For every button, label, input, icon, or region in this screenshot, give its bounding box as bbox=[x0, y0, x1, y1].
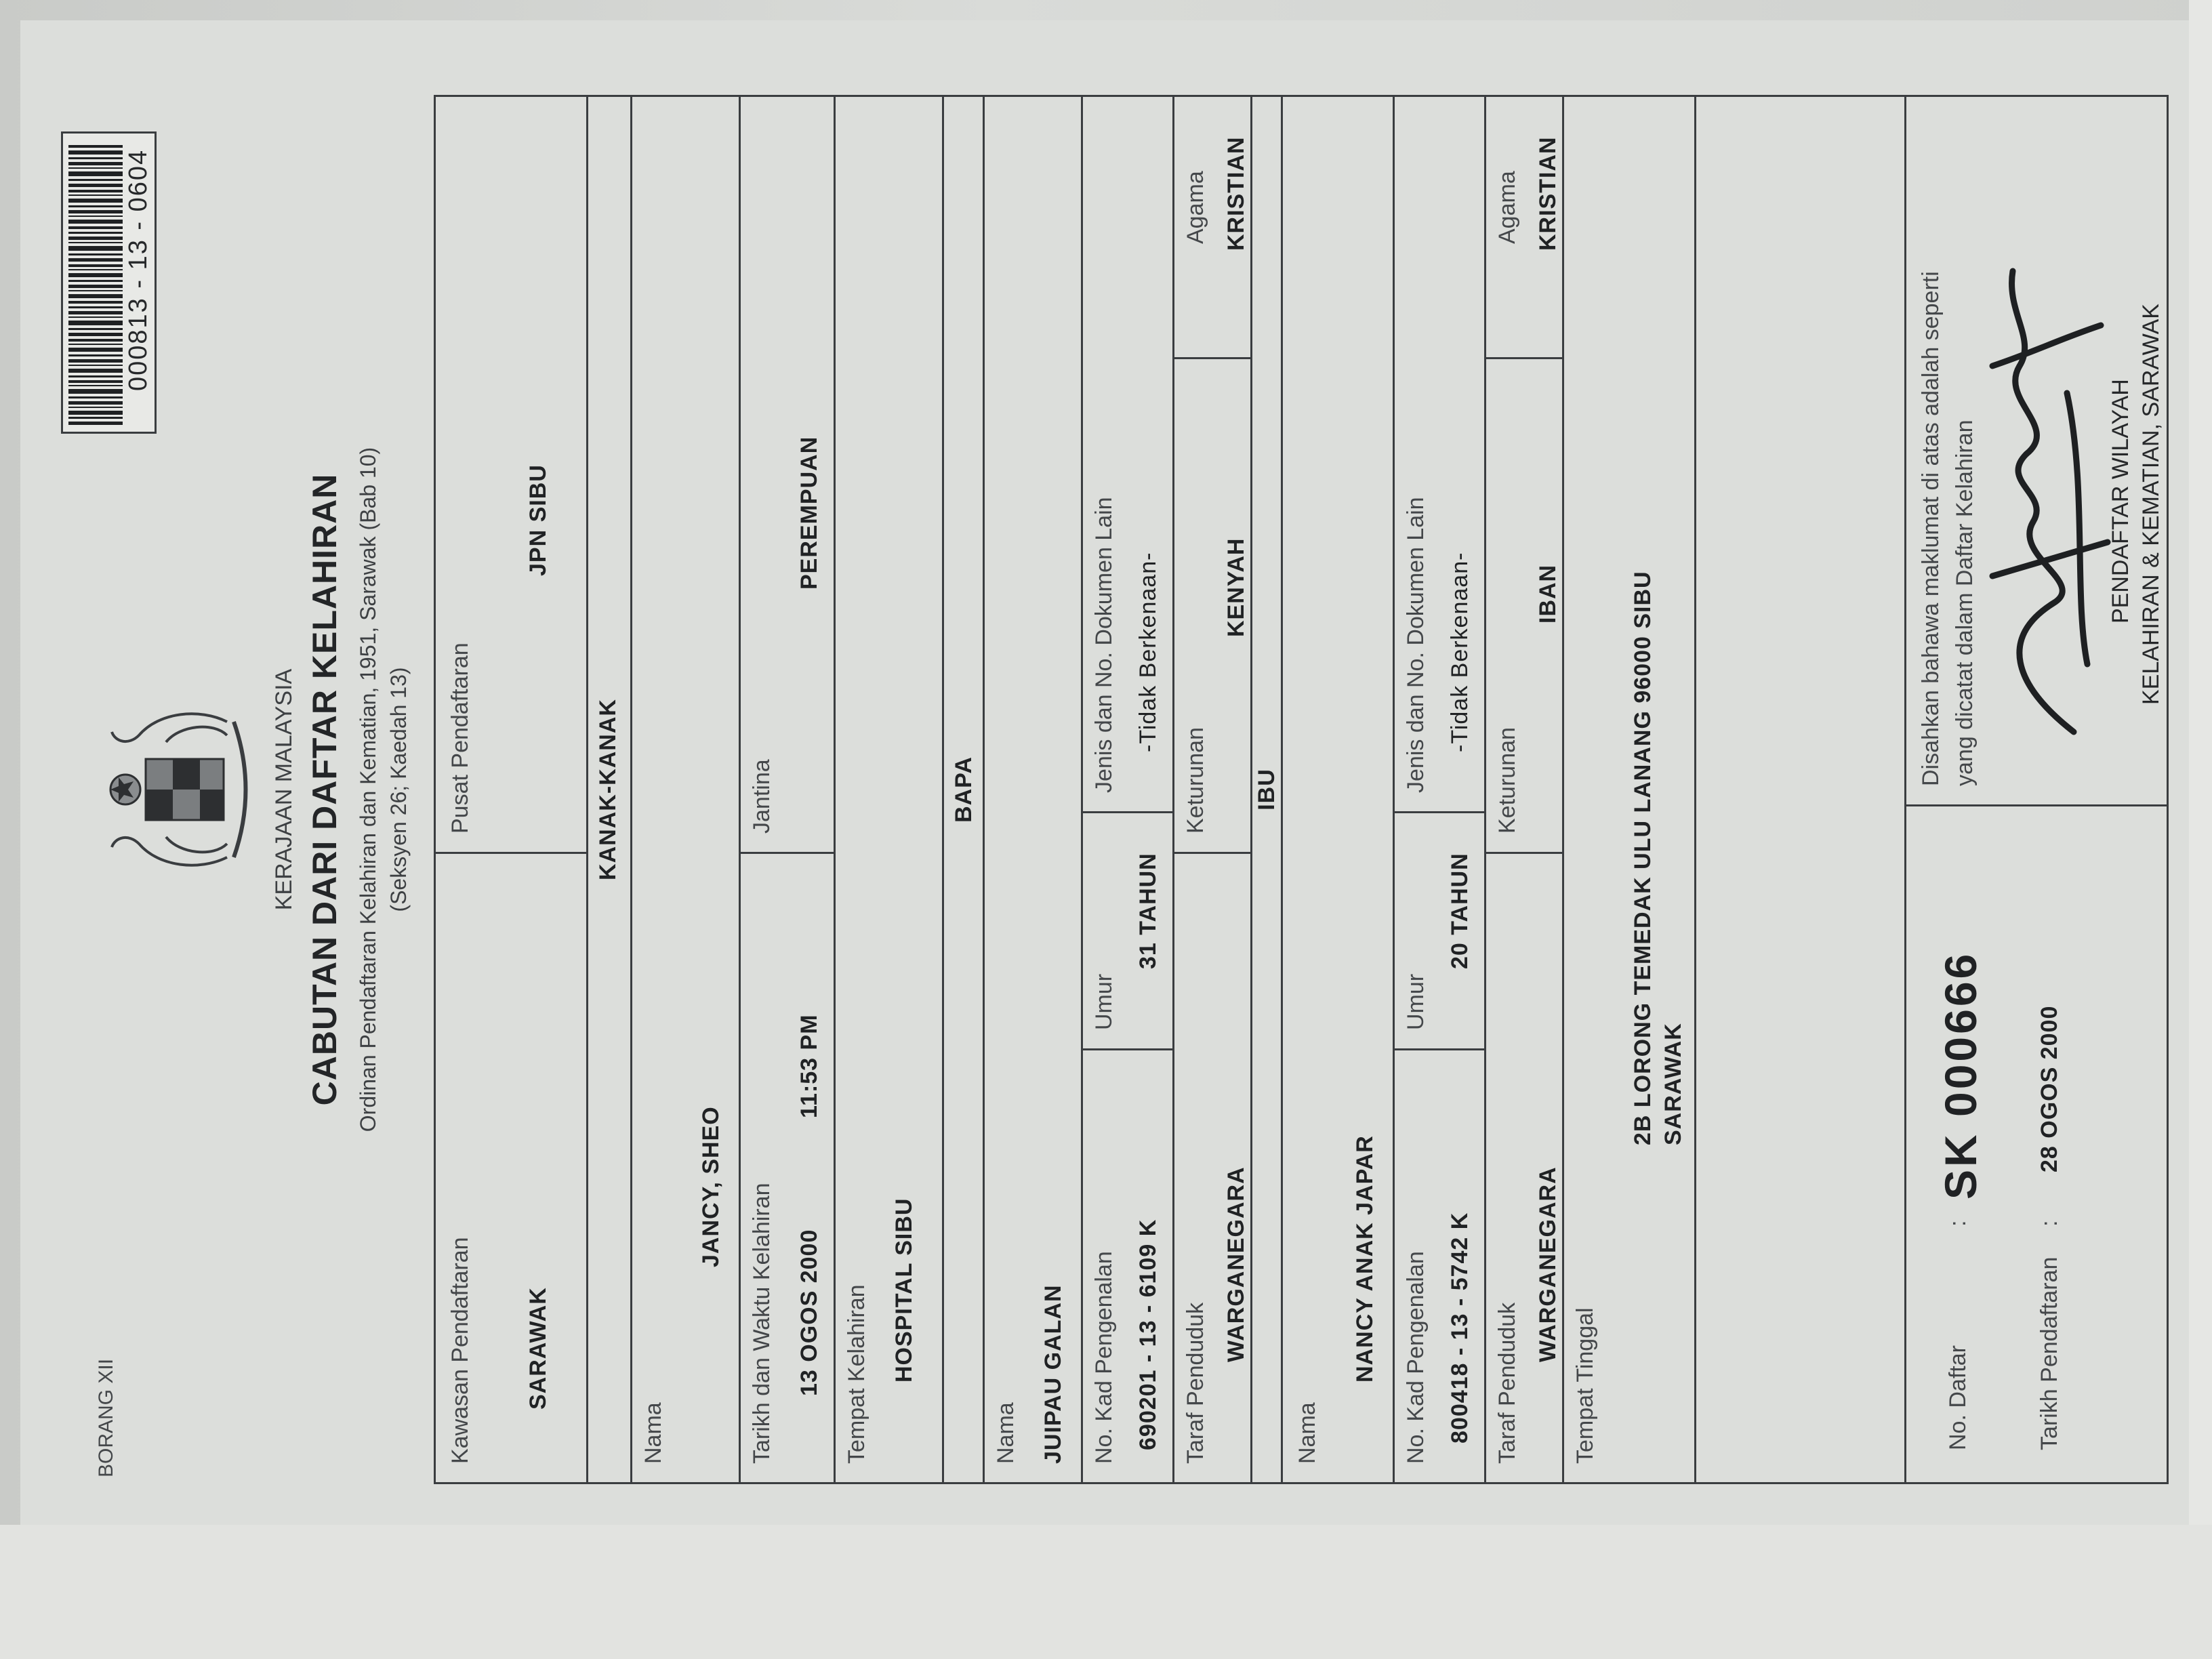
father-religion-label: Agama bbox=[1183, 171, 1208, 244]
registration-centre-value: JPN SIBU bbox=[525, 464, 551, 576]
father-name-label: Nama bbox=[993, 1402, 1019, 1464]
officer-line2: KELAHIRAN & KEMATIAN, SARAWAK bbox=[2138, 304, 2164, 705]
mother-age-value: 20 TAHUN bbox=[1447, 853, 1473, 969]
mother-status-value: WARGANEGARA bbox=[1535, 1166, 1561, 1362]
signature-icon bbox=[1972, 230, 2121, 745]
mother-religion-label: Agama bbox=[1494, 171, 1520, 244]
residence-line1: 2B LORONG TEMEDAK ULU LANANG 96000 SIBU bbox=[1630, 571, 1656, 1145]
mother-race-label: Keturunan bbox=[1494, 727, 1520, 834]
father-doc-label: Jenis dan No. Dokumen Lain bbox=[1091, 497, 1117, 793]
certify-line2: yang dicatat dalam Daftar Kelahiran bbox=[1952, 419, 1978, 786]
father-religion-value: KRISTIAN bbox=[1223, 136, 1249, 251]
barcode-icon bbox=[68, 140, 123, 425]
scan-edge-bottom bbox=[0, 1525, 2212, 1659]
child-sex-value: PEREMPUAN bbox=[796, 436, 822, 590]
father-status-value: WARGANEGARA bbox=[1223, 1166, 1249, 1362]
ordinance-text: Ordinan Pendaftaran Kelahiran dan Kematian, 1951, Sarawak (Bab 10) bbox=[356, 447, 380, 1132]
certificate-paper bbox=[20, 20, 2189, 1525]
father-race-label: Keturunan bbox=[1183, 727, 1208, 834]
mother-name-value: NANCY ANAK JAPAR bbox=[1352, 1135, 1378, 1382]
reg-no-label: No. Daftar bbox=[1945, 1345, 1971, 1450]
reg-date-label: Tarikh Pendaftaran bbox=[2036, 1256, 2062, 1450]
father-age-label: Umur bbox=[1091, 973, 1117, 1030]
mother-section-title: IBU bbox=[1254, 769, 1279, 811]
child-pob-label: Tempat Kelahiran bbox=[844, 1284, 869, 1464]
officer-line1: PENDAFTAR WILAYAH bbox=[2108, 379, 2133, 623]
mother-race-value: IBAN bbox=[1535, 564, 1561, 623]
father-ic-label: No. Kad Pengenalan bbox=[1091, 1251, 1117, 1464]
mother-doc-label: Jenis dan No. Dokumen Lain bbox=[1403, 497, 1429, 793]
residence-label: Tempat Tinggal bbox=[1572, 1307, 1598, 1464]
father-section-title: BAPA bbox=[951, 756, 977, 823]
mother-religion-value: KRISTIAN bbox=[1535, 136, 1561, 251]
mother-ic-value: 800418 - 13 - 5742 K bbox=[1447, 1212, 1473, 1443]
registration-centre-label: Pusat Pendaftaran bbox=[447, 642, 473, 834]
child-dob-date: 13 OGOS 2000 bbox=[796, 1229, 822, 1396]
form-table bbox=[434, 95, 2169, 1484]
certify-line1: Disahkan bahawa maklumat di atas adalah seperti bbox=[1918, 271, 1944, 786]
certificate-document bbox=[47, 54, 2203, 1525]
section-text: (Seksyen 26; Kaedah 13) bbox=[386, 667, 411, 912]
mother-status-label: Taraf Penduduk bbox=[1494, 1302, 1520, 1464]
reg-date-value: 28 OGOS 2000 bbox=[2036, 1005, 2062, 1172]
registration-area-value: SARAWAK bbox=[525, 1287, 551, 1410]
barcode-box bbox=[61, 131, 157, 434]
form-code: BORANG XII bbox=[95, 1358, 117, 1477]
father-doc-value: -Tidak Berkenaan- bbox=[1135, 552, 1161, 752]
registration-area-label: Kawasan Pendaftaran bbox=[447, 1237, 473, 1464]
father-ic-value: 690201 - 13 - 6109 K bbox=[1135, 1218, 1161, 1450]
child-pob-value: HOSPITAL SIBU bbox=[891, 1197, 917, 1382]
father-name-value: JUIPAU GALAN bbox=[1040, 1284, 1066, 1464]
coat-of-arms-icon bbox=[98, 695, 254, 884]
father-age-value: 31 TAHUN bbox=[1135, 853, 1161, 969]
reg-no-value: SK 000666 bbox=[1936, 951, 1986, 1200]
mother-age-label: Umur bbox=[1403, 973, 1429, 1030]
child-name-value: JANCY, SHEO bbox=[698, 1106, 724, 1267]
reg-date-colon: : bbox=[2036, 1220, 2062, 1227]
child-dob-time: 11:53 PM bbox=[796, 1014, 822, 1118]
serial-number: 000813 - 13 - 0604 bbox=[124, 148, 152, 391]
mother-name-label: Nama bbox=[1294, 1402, 1320, 1464]
child-dob-label: Tarikh dan Waktu Kelahiran bbox=[749, 1183, 775, 1464]
reg-no-colon: : bbox=[1945, 1220, 1971, 1227]
residence-line2: SARAWAK bbox=[1660, 1023, 1686, 1145]
mother-doc-value: -Tidak Berkenaan- bbox=[1447, 552, 1473, 752]
certificate-title: CABUTAN DARI DAFTAR KELAHIRAN bbox=[306, 473, 344, 1106]
mother-ic-label: No. Kad Pengenalan bbox=[1403, 1251, 1429, 1464]
father-race-value: KENYAH bbox=[1223, 537, 1249, 637]
child-name-label: Nama bbox=[640, 1402, 666, 1464]
government-name: KERAJAAN MALAYSIA bbox=[271, 668, 297, 911]
child-section-title: KANAK-KANAK bbox=[595, 699, 621, 880]
child-sex-label: Jantina bbox=[749, 759, 775, 834]
father-status-label: Taraf Penduduk bbox=[1183, 1302, 1208, 1464]
